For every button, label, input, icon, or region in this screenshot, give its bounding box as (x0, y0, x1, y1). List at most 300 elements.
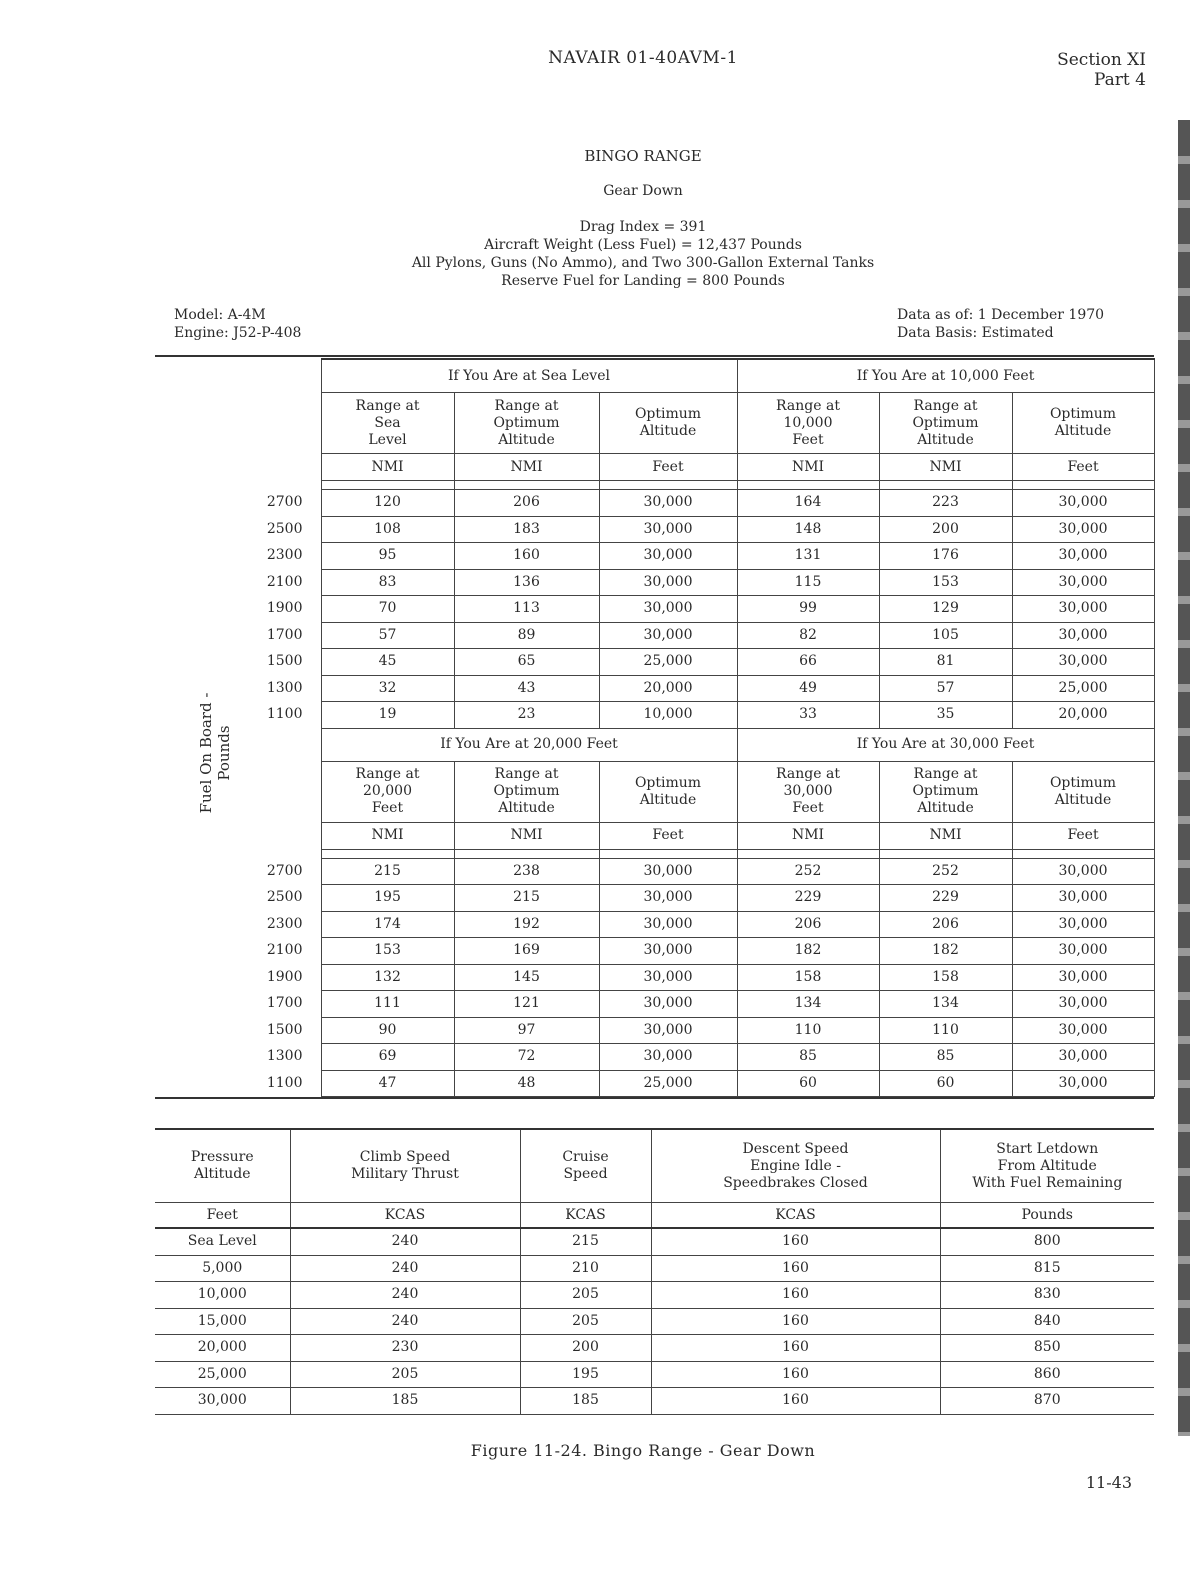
table-row (155, 622, 1154, 649)
units-row (155, 454, 1154, 481)
data-cell: 83 (321, 569, 454, 596)
blank-cell (155, 481, 321, 490)
column-header (879, 761, 1012, 822)
data-cell: 30,000 (599, 1017, 737, 1044)
data-as-of: Data as of: 1 December 1970 (897, 307, 1105, 323)
speed-column-header (155, 1130, 290, 1203)
unit-cell: KCAS (651, 1203, 940, 1229)
altitude-value: 20,000 (155, 1335, 290, 1362)
header-line: Optimum (634, 406, 702, 422)
param-configuration: All Pylons, Guns (No Ammo), and Two 300-Gallon External Tanks (411, 255, 875, 271)
altitude-value: 30,000 (155, 1388, 290, 1415)
blank-cell (599, 849, 737, 858)
header-line: Climb Speed (359, 1149, 451, 1165)
data-cell: 174 (321, 911, 454, 938)
section-label (1057, 50, 1146, 90)
column-header (599, 393, 737, 454)
table-bottom-rule (155, 1097, 1154, 1099)
header-line: Feet (792, 800, 824, 816)
table-row (155, 1070, 1154, 1097)
data-cell: 160 (651, 1255, 940, 1282)
table-row (155, 490, 1154, 517)
data-cell: 210 (520, 1255, 651, 1282)
data-cell: 205 (520, 1308, 651, 1335)
data-cell: 160 (651, 1282, 940, 1309)
blank-cell (155, 822, 321, 849)
table-row (155, 885, 1154, 912)
data-cell: 81 (879, 649, 1012, 676)
data-cell: 205 (290, 1361, 520, 1388)
page-subtitle: Gear Down (603, 183, 683, 199)
data-cell: 120 (321, 490, 454, 517)
table-row (155, 1361, 1154, 1388)
section-number: Section XI (1057, 50, 1146, 70)
fuel-value: 1900 (266, 600, 303, 617)
table-row (155, 938, 1154, 965)
data-cell: 60 (879, 1070, 1012, 1097)
data-cell: 215 (520, 1228, 651, 1255)
data-cell: 160 (651, 1228, 940, 1255)
part-number: Part 4 (1094, 70, 1146, 90)
data-cell: 85 (879, 1044, 1012, 1071)
data-cell: 30,000 (1012, 543, 1154, 570)
altitude-value: Sea Level (155, 1228, 290, 1255)
header-line: 20,000 (363, 783, 412, 799)
data-cell: 30,000 (599, 622, 737, 649)
data-cell: 30,000 (1012, 490, 1154, 517)
table-row (155, 1255, 1154, 1282)
section-title-row (155, 728, 1154, 761)
table-row (155, 569, 1154, 596)
header-line: Range at (913, 766, 978, 782)
figure-caption: Figure 11-24. Bingo Range - Gear Down (470, 1441, 816, 1460)
data-cell: 20,000 (599, 675, 737, 702)
data-cell: 158 (879, 964, 1012, 991)
param-aircraft-weight: Aircraft Weight (Less Fuel) = 12,437 Pounds (484, 237, 802, 253)
fuel-value: 1300 (266, 1048, 303, 1065)
data-cell: 32 (321, 675, 454, 702)
header-line: Range at (776, 397, 840, 414)
column-header (599, 761, 737, 822)
header-line: Optimum (912, 783, 979, 799)
blank-cell (879, 481, 1012, 490)
data-cell: 97 (454, 1017, 599, 1044)
data-cell: 35 (879, 702, 1012, 729)
header-line: From Altitude (997, 1157, 1097, 1174)
header-line: Speed (563, 1166, 608, 1182)
data-cell: 110 (737, 1017, 879, 1044)
header-line: Optimum (493, 783, 560, 799)
data-cell: 30,000 (599, 1044, 737, 1071)
fuel-value: 2100 (266, 573, 303, 590)
data-cell: 169 (454, 938, 599, 965)
header-line: Altitude (917, 800, 974, 816)
data-cell: 121 (454, 991, 599, 1018)
blank-cell (737, 849, 879, 858)
header-line: Optimum (493, 414, 560, 431)
data-cell: 30,000 (599, 885, 737, 912)
data-cell: 145 (454, 964, 599, 991)
data-cell: 65 (454, 649, 599, 676)
data-cell: 160 (454, 543, 599, 570)
column-header (1012, 393, 1154, 454)
data-cell: 113 (454, 596, 599, 623)
data-cell: 108 (321, 516, 454, 543)
left-condition-title: If You Are at 20,000 Feet (321, 728, 737, 761)
table-row (155, 1388, 1154, 1415)
data-cell: 30,000 (599, 596, 737, 623)
data-cell: 153 (321, 938, 454, 965)
fuel-value: 1900 (266, 968, 303, 985)
data-cell: 30,000 (1012, 1070, 1154, 1097)
data-cell: 30,000 (599, 543, 737, 570)
table-row (155, 1308, 1154, 1335)
data-cell: 800 (940, 1228, 1154, 1255)
header-line: Engine Idle - (750, 1157, 841, 1174)
data-cell: 240 (290, 1282, 520, 1309)
header-line: Range at (355, 397, 420, 414)
header-line: Sea (374, 414, 401, 431)
data-cell: 230 (290, 1335, 520, 1362)
data-cell: 148 (737, 516, 879, 543)
data-cell: 30,000 (1012, 885, 1154, 912)
data-cell: 815 (940, 1255, 1154, 1282)
header-line: Cruise (562, 1149, 609, 1165)
data-cell: 164 (737, 490, 879, 517)
data-cell: 215 (454, 885, 599, 912)
blank-cell (155, 849, 321, 858)
table-row (155, 858, 1154, 885)
speed-schedule-table (155, 1130, 1154, 1415)
data-cell: 30,000 (599, 911, 737, 938)
data-cell: 30,000 (1012, 569, 1154, 596)
data-cell: 850 (940, 1335, 1154, 1362)
data-cell: 33 (737, 702, 879, 729)
data-cell: 240 (290, 1228, 520, 1255)
data-cell: 200 (520, 1335, 651, 1362)
header-line: Altitude (1054, 791, 1112, 808)
table-row (155, 1335, 1154, 1362)
data-cell: 30,000 (599, 938, 737, 965)
header-line: Range at (494, 397, 559, 414)
column-header (321, 393, 454, 454)
table-row (155, 911, 1154, 938)
table-row (155, 991, 1154, 1018)
column-header (737, 393, 879, 454)
unit-cell: Feet (1012, 454, 1154, 481)
header-line: Pressure (190, 1149, 254, 1165)
blank-cell (1012, 849, 1154, 858)
data-cell: 30,000 (599, 964, 737, 991)
data-cell: 30,000 (599, 569, 737, 596)
data-cell: 160 (651, 1335, 940, 1362)
speed-header-row (155, 1130, 1154, 1203)
data-cell: 110 (879, 1017, 1012, 1044)
header-line: Optimum (912, 414, 979, 431)
header-line: Feet (371, 800, 404, 816)
data-cell: 240 (290, 1255, 520, 1282)
table-row (155, 964, 1154, 991)
data-cell: 30,000 (1012, 964, 1154, 991)
unit-cell: NMI (737, 822, 879, 849)
data-cell: 30,000 (599, 991, 737, 1018)
data-cell: 131 (737, 543, 879, 570)
header-line: Altitude (193, 1166, 251, 1182)
data-cell: 192 (454, 911, 599, 938)
data-cell: 23 (454, 702, 599, 729)
data-cell: 238 (454, 858, 599, 885)
table-row (155, 1044, 1154, 1071)
data-cell: 158 (737, 964, 879, 991)
fuel-value: 2500 (266, 520, 303, 537)
data-cell: 43 (454, 675, 599, 702)
data-cell: 195 (520, 1361, 651, 1388)
data-cell: 182 (879, 938, 1012, 965)
spacer-row (155, 481, 1154, 490)
speed-column-header (290, 1130, 520, 1203)
altitude-value: 10,000 (155, 1282, 290, 1309)
data-cell: 183 (454, 516, 599, 543)
data-cell: 20,000 (1012, 702, 1154, 729)
header-line: 30,000 (783, 783, 833, 799)
header-line: Range at (494, 766, 559, 782)
fuel-value: 2700 (266, 862, 303, 879)
blank-cell (155, 454, 321, 481)
data-cell: 60 (737, 1070, 879, 1097)
data-cell: 206 (737, 911, 879, 938)
data-cell: 30,000 (599, 490, 737, 517)
data-cell: 129 (879, 596, 1012, 623)
header-line: Range at (913, 397, 978, 414)
right-condition-title: If You Are at 30,000 Feet (737, 728, 1154, 761)
blank-cell (879, 849, 1012, 858)
data-cell: 95 (321, 543, 454, 570)
document-id: NAVAIR 01-40AVM-1 (548, 48, 738, 68)
header-line: Optimum (1049, 774, 1117, 791)
data-cell: 182 (737, 938, 879, 965)
data-cell: 49 (737, 675, 879, 702)
data-cell: 830 (940, 1282, 1154, 1309)
fuel-value: 2300 (266, 547, 303, 564)
header-line: Optimum (634, 774, 702, 791)
fuel-value: 2700 (266, 494, 303, 511)
data-cell: 45 (321, 649, 454, 676)
unit-cell: Pounds (940, 1203, 1154, 1229)
data-cell: 176 (879, 543, 1012, 570)
column-header (454, 761, 599, 822)
header-line: Speedbrakes Closed (723, 1174, 868, 1191)
fuel-value: 2300 (266, 915, 303, 932)
unit-cell: NMI (737, 454, 879, 481)
data-cell: 30,000 (1012, 516, 1154, 543)
section-title-row (155, 359, 1154, 393)
header-line: Altitude (498, 431, 555, 448)
unit-cell: Feet (1012, 822, 1154, 849)
header-line: Altitude (639, 423, 697, 439)
data-cell: 215 (321, 858, 454, 885)
fuel-value: 2100 (266, 942, 303, 959)
data-cell: 240 (290, 1308, 520, 1335)
data-cell: 206 (879, 911, 1012, 938)
data-cell: 89 (454, 622, 599, 649)
column-header (879, 393, 1012, 454)
data-cell: 25,000 (599, 1070, 737, 1097)
fuel-value: 1700 (266, 995, 303, 1012)
data-cell: 25,000 (1012, 675, 1154, 702)
speed-column-header (940, 1130, 1154, 1203)
data-cell: 82 (737, 622, 879, 649)
data-cell: 72 (454, 1044, 599, 1071)
data-cell: 57 (879, 675, 1012, 702)
blank-cell (737, 481, 879, 490)
unit-cell: KCAS (520, 1203, 651, 1229)
data-cell: 19 (321, 702, 454, 729)
data-cell: 90 (321, 1017, 454, 1044)
fuel-axis-label: Fuel On Board - Pounds (197, 692, 233, 814)
data-cell: 252 (737, 858, 879, 885)
fuel-value: 1500 (266, 1021, 303, 1038)
data-cell: 229 (737, 885, 879, 912)
unit-cell: Feet (155, 1203, 290, 1229)
table-row (155, 516, 1154, 543)
page-number: 11-43 (1085, 1473, 1132, 1492)
data-cell: 30,000 (1012, 596, 1154, 623)
blank-cell (599, 481, 737, 490)
param-reserve-fuel: Reserve Fuel for Landing = 800 Pounds (501, 273, 785, 289)
header-line: Descent Speed (742, 1140, 849, 1157)
model-label: Model: A-4M (174, 307, 266, 323)
altitude-value: 15,000 (155, 1308, 290, 1335)
data-cell: 69 (321, 1044, 454, 1071)
header-line: Optimum (1049, 406, 1117, 422)
fuel-value: 1300 (266, 679, 303, 696)
blank-cell (454, 481, 599, 490)
fuel-value: 1700 (266, 626, 303, 643)
header-line: Range at (355, 766, 420, 782)
altitude-value: 5,000 (155, 1255, 290, 1282)
data-cell: 205 (520, 1282, 651, 1309)
unit-cell: Feet (599, 822, 737, 849)
header-line: Military Thrust (351, 1166, 459, 1182)
fuel-value: 2500 (266, 889, 303, 906)
spacer-row (155, 849, 1154, 858)
data-cell: 115 (737, 569, 879, 596)
speed-units-row (155, 1203, 1154, 1229)
data-cell: 860 (940, 1361, 1154, 1388)
fuel-value: 1100 (266, 1074, 303, 1091)
column-header (454, 393, 599, 454)
blank-cell (321, 849, 454, 858)
data-cell: 136 (454, 569, 599, 596)
data-cell: 160 (651, 1361, 940, 1388)
data-cell: 132 (321, 964, 454, 991)
speed-column-header (651, 1130, 940, 1203)
data-cell: 153 (879, 569, 1012, 596)
column-header-row (155, 761, 1154, 822)
table-top-rule (155, 355, 1154, 357)
blank-cell (155, 393, 321, 454)
unit-cell: Feet (599, 454, 737, 481)
table-row (155, 596, 1154, 623)
data-basis: Data Basis: Estimated (897, 325, 1054, 341)
right-condition-title: If You Are at 10,000 Feet (737, 359, 1154, 393)
model-engine-block (174, 306, 301, 342)
blank-cell (454, 849, 599, 858)
table-row (155, 1282, 1154, 1309)
header-line: Altitude (498, 800, 555, 816)
data-cell: 99 (737, 596, 879, 623)
blank-cell (155, 761, 321, 822)
data-info-block (897, 306, 1104, 342)
data-cell: 47 (321, 1070, 454, 1097)
table-row (155, 1228, 1154, 1255)
data-cell: 229 (879, 885, 1012, 912)
binding-edge (1178, 120, 1190, 1436)
data-cell: 195 (321, 885, 454, 912)
data-cell: 160 (651, 1388, 940, 1415)
data-cell: 30,000 (1012, 911, 1154, 938)
header-line: Start Letdown (996, 1140, 1099, 1157)
engine-label: Engine: J52-P-408 (174, 325, 302, 341)
data-cell: 30,000 (1012, 858, 1154, 885)
blank-cell (155, 728, 321, 761)
unit-cell: NMI (321, 822, 454, 849)
unit-cell: KCAS (290, 1203, 520, 1229)
data-cell: 70 (321, 596, 454, 623)
data-cell: 105 (879, 622, 1012, 649)
data-cell: 252 (879, 858, 1012, 885)
column-header (321, 761, 454, 822)
data-cell: 25,000 (599, 649, 737, 676)
blank-cell (321, 481, 454, 490)
column-header (1012, 761, 1154, 822)
column-header-row (155, 393, 1154, 454)
table-row (155, 1017, 1154, 1044)
header-line: With Fuel Remaining (972, 1174, 1123, 1191)
unit-cell: NMI (454, 454, 599, 481)
data-cell: 30,000 (599, 858, 737, 885)
data-cell: 134 (879, 991, 1012, 1018)
table-row (155, 675, 1154, 702)
parameters-block (0, 218, 1190, 290)
fuel-value: 1500 (266, 653, 303, 670)
data-cell: 870 (940, 1388, 1154, 1415)
data-cell: 200 (879, 516, 1012, 543)
data-cell: 10,000 (599, 702, 737, 729)
left-condition-title: If You Are at Sea Level (321, 359, 737, 393)
header-line: Level (368, 431, 407, 448)
table-row (155, 543, 1154, 570)
data-cell: 111 (321, 991, 454, 1018)
table-row (155, 702, 1154, 729)
header-line: Altitude (1054, 423, 1112, 439)
blank-cell (155, 359, 321, 393)
data-cell: 30,000 (1012, 1044, 1154, 1071)
data-cell: 30,000 (1012, 991, 1154, 1018)
page-title: BINGO RANGE (584, 147, 702, 165)
speed-column-header (520, 1130, 651, 1203)
header-line: Altitude (917, 431, 974, 448)
data-cell: 160 (651, 1308, 940, 1335)
data-cell: 30,000 (1012, 1017, 1154, 1044)
units-row (155, 822, 1154, 849)
data-cell: 30,000 (1012, 938, 1154, 965)
param-drag-index: Drag Index = 391 (579, 219, 707, 235)
data-cell: 66 (737, 649, 879, 676)
data-cell: 223 (879, 490, 1012, 517)
blank-cell (1012, 481, 1154, 490)
data-cell: 185 (520, 1388, 651, 1415)
